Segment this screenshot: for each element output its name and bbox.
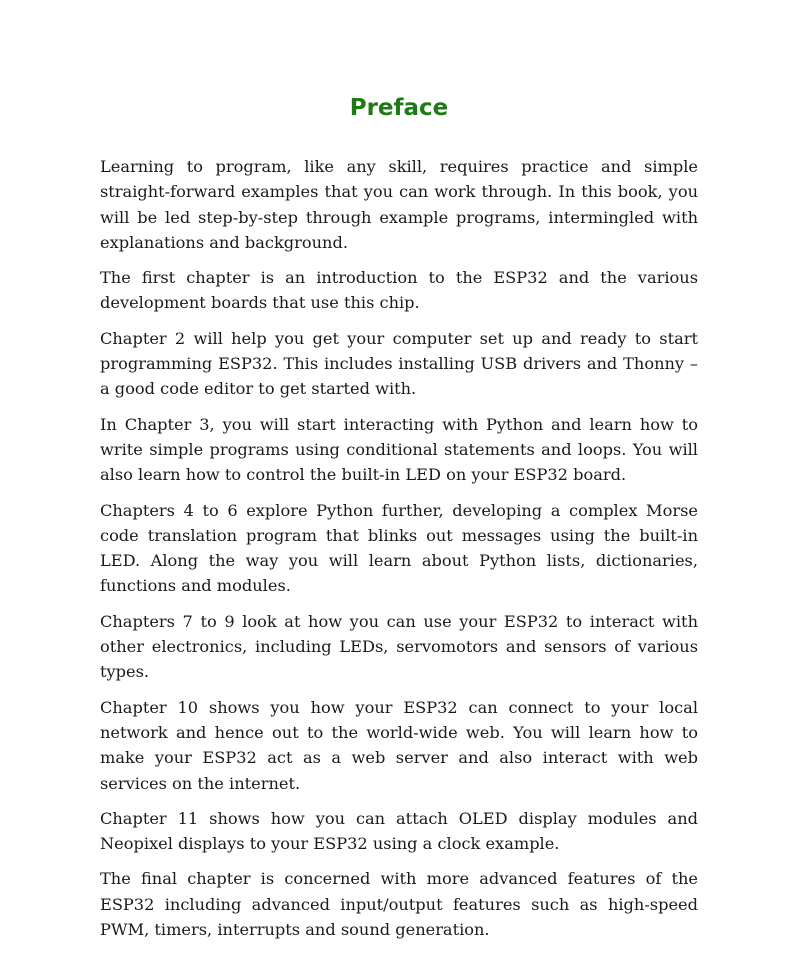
paragraph-intro: Learning to program, like any skill, requires practice and simple straight-forward examples that you can work through. In this book, you will be led step-by-step through example programs, intermingled with explanations and background. [100, 157, 698, 252]
paragraph-chapter-1: The first chapter is an introduction to the ESP32 and the various development boards that use this chip. [100, 268, 698, 313]
paragraph-chapter-11: Chapter 11 shows how you can attach OLED display modules and Neopixel displays to your ESP32 using a clock example. [100, 808, 698, 854]
paragraph-chapter-10: Chapter 10 shows you how your ESP32 can connect to your local network and hence out to the world-wide web. You will learn how to make your ESP32 act as a web server and also interact with web services on the internet. [100, 697, 698, 793]
paragraph-chapters-7-9: Chapters 7 to 9 look at how you can use your ESP32 to interact with other electronics, including LEDs, servomotors and sensors of various types. [100, 611, 698, 682]
paragraph-chapters-4-6: Chapters 4 to 6 explore Python further, developing a complex Morse code translation program that blinks out messages using the built-in LED. Along the way you will learn about Python lists, dictionaries, functions and modules. [100, 500, 698, 596]
paragraph-chapter-3: In Chapter 3, you will start interacting with Python and learn how to write simple programs using conditional statements and loops. You will also learn how to control the built-in LED on your ESP32 board. [100, 414, 698, 485]
paragraph-chapter-2: Chapter 2 will help you get your computer set up and ready to start programming ESP32. This includes installing USB drivers and Thonny – a good code editor to get started with. [100, 328, 698, 399]
paragraph-final-chapter: The final chapter is concerned with more advanced features of the ESP32 including advanced input/output features such as high-speed PWM, timers, interrupts and sound generation. [100, 869, 698, 940]
page-title: Preface [349, 95, 449, 121]
document-page [100, 88, 698, 952]
